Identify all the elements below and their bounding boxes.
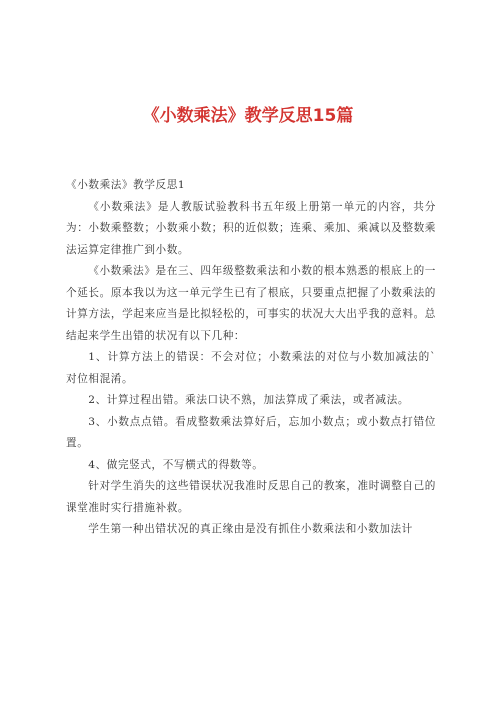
paragraph-background: 《小数乘法》是在三、四年级整数乘法和小数的根本熟悉的根底上的一个延长。原本我以为这一单元学生已有了根底，只要重点把握了小数乘法的计算方法，学起来应当是比拟轻松的，可事实的状况大大出乎我的意料。总结起来学生出错的状况有以下几种： (66, 265, 436, 342)
paragraph-error-1: 1、计算方法上的错误：不会对位；小数乘法的对位与小数加减法的`对位相混淆。 (66, 351, 436, 385)
paragraph-error-3: 3、小数点点错。看成整数乘法算好后，忘加小数点；或小数点打错位置。 (66, 415, 436, 449)
paragraph-analysis: 学生第一种出错状况的真正缘由是没有抓住小数乘法和小数加法计 (88, 523, 413, 535)
paragraph-reflection: 针对学生消失的这些错误状况我准时反思自己的教案，准时调整自己的课堂准时实行措施补救。 (66, 480, 436, 514)
document-body (66, 175, 436, 541)
section-heading: 《小数乘法》教学反思1 (66, 179, 186, 191)
paragraph-error-4: 4、做完竖式，不写横式的得数等。 (88, 458, 264, 471)
paragraph-intro: 《小数乘法》是人教版试验教科书五年级上册第一单元的内容，共分为：小数乘整数；小数乘小数；积的近似数；连乘、乘加、乘减以及整数乘法运算定律推广到小数。 (66, 200, 436, 256)
document-title: 《小数乘法》教学反思15篇 (142, 106, 354, 126)
paragraph-error-2: 2、计算过程出错。乘法口诀不熟，加法算成了乘法，或者减法。 (88, 394, 410, 406)
